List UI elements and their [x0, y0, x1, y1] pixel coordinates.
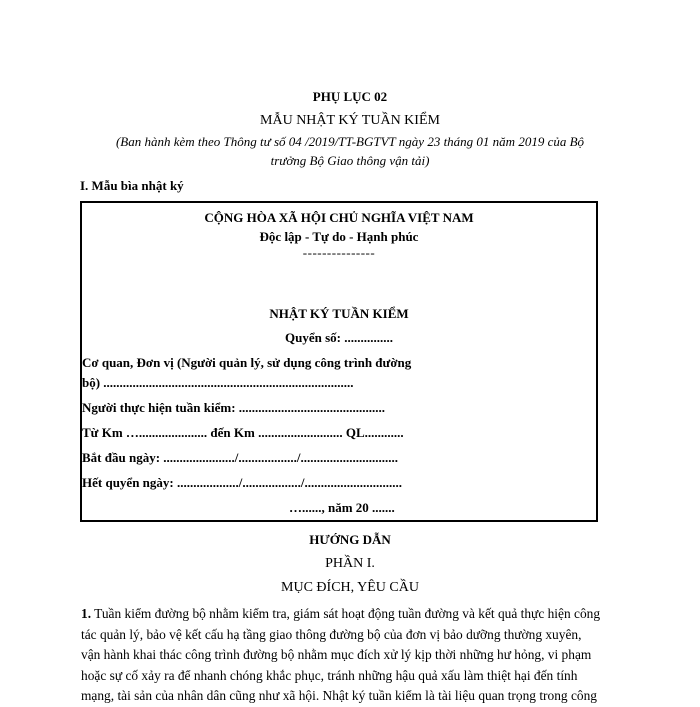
- agency-line1: Cơ quan, Đơn vị (Người quản lý, sử dụng công trình đường: [82, 355, 412, 370]
- paragraph-line: mạng, tài sản của nhân dân cũng như xã hội. Nhật ký tuần kiểm là tài liệu quan trọng trong công: [81, 688, 597, 704]
- motto: Độc lập - Tự do - Hạnh phúc: [259, 229, 419, 244]
- purpose-paragraph: [81, 604, 621, 707]
- form-title: MẪU NHẬT KÝ TUẦN KIỂM: [260, 113, 440, 128]
- appendix-label: PHỤ LỤC 02: [312, 89, 388, 104]
- issued-note-line2: trưởng Bộ Giao thông vận tải): [270, 153, 430, 168]
- part-label: PHẦN I.: [325, 556, 375, 571]
- start-date-field: Bắt đầu ngày: ....................../................../..............................: [82, 450, 398, 465]
- end-date-field: Hết quyển ngày: .................../................../..............................: [82, 475, 402, 490]
- paragraph-line: tác quản lý, bảo vệ kết cấu hạ tầng giao thông đường bộ của đơn vị bảo dưỡng thường xuyên,: [81, 626, 582, 642]
- book-number: Quyển số: ...............: [285, 330, 393, 345]
- issued-note-line1: (Ban hành kèm theo Thông tư số 04 /2019/TT-BGTVT ngày 23 tháng 01 năm 2019 của Bộ: [115, 134, 585, 149]
- km-range-field: Từ Km …..................... đến Km .......................... QL............: [82, 425, 404, 440]
- paragraph-line: hoặc sự cố xảy ra để nhanh chóng khắc phục, tránh những hậu quả xấu làm thiệt hại đến tính: [81, 667, 578, 683]
- cover-title: NHẬT KÝ TUẦN KIỂM: [269, 306, 409, 321]
- inspector-field: Người thực hiện tuần kiểm: .............................................: [82, 400, 386, 415]
- paragraph-number: 1.: [81, 606, 92, 621]
- signoff-date: …......, năm 20 .......: [289, 500, 395, 515]
- motto-divider: ---------------: [302, 245, 376, 260]
- paragraph-line: 1. Tuần kiểm đường bộ nhằm kiểm tra, giám sát hoạt động tuần đường và kết quả thực hiện công: [81, 606, 601, 621]
- part-title: MỤC ĐÍCH, YÊU CẦU: [281, 580, 419, 595]
- section-heading-cover: I. Mẫu bìa nhật ký: [80, 178, 184, 193]
- agency-line2: bộ) .............................................................................: [82, 375, 354, 390]
- nation-title: CỘNG HÒA XÃ HỘI CHỦ NGHĨA VIỆT NAM: [204, 210, 474, 225]
- guide-heading: HƯỚNG DẪN: [309, 532, 391, 547]
- paragraph-line: vận hành khai thác công trình đường bộ nhằm mục đích xử lý kịp thời những hư hỏng, vi phạm: [81, 647, 592, 663]
